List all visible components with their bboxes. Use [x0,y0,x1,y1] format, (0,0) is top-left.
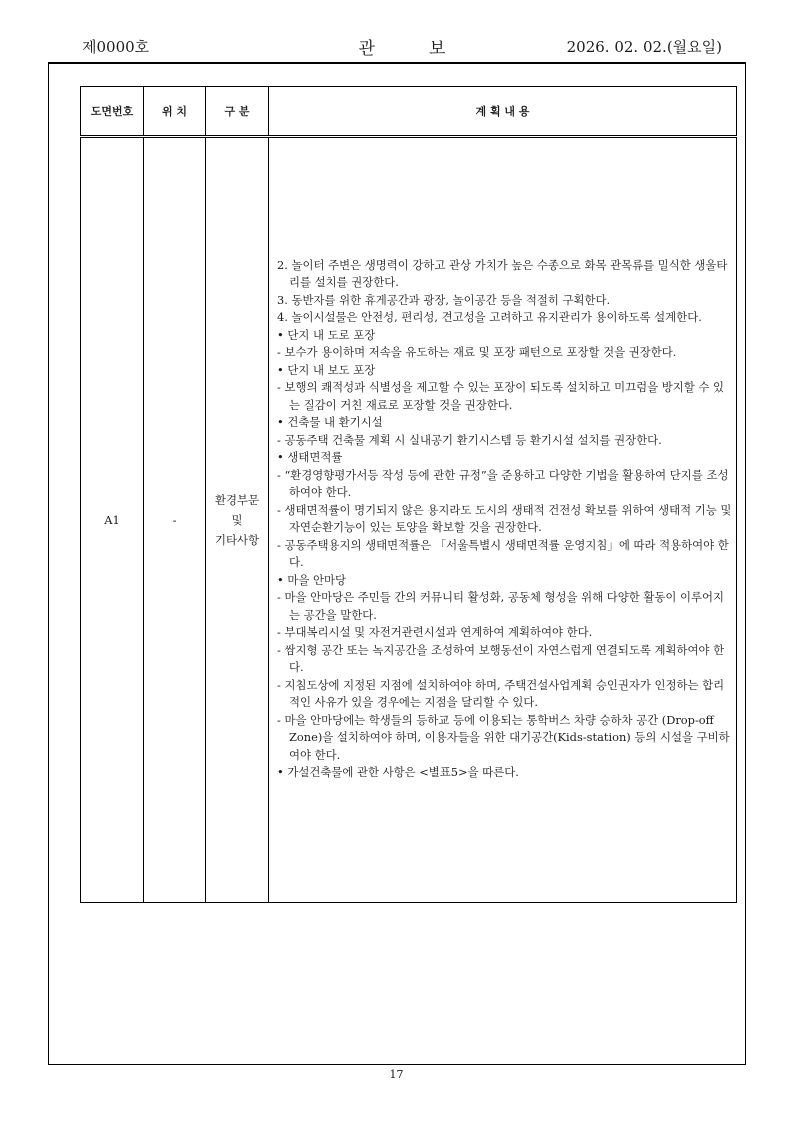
list-item: - 마을 안마당에는 학생들의 등하교 등에 이용되는 통학버스 차량 승하차 공간 (Drop-off Zone)을 설치하여야 하며, 이용자들을 위한 대기공간(Kids-station) 등의 시설을 구비하여야 한다. [277,712,730,762]
header-rule [48,62,746,64]
list-item: - 지침도상에 지정된 지점에 설치하여야 하며, 주택건설사업계획 승인권자가 인정하는 합리적인 사유가 있을 경우에는 지점을 달리할 수 있다. [277,677,725,709]
section-heading: • 단지 내 도로 포장 [277,327,376,342]
list-item: - 마을 안마당은 주민들 간의 커뮤니티 활성화, 공동체 형성을 위해 다양한 활동이 이루어지는 공간을 말한다. [277,590,725,622]
list-item: 2. 놀이터 주변은 생명력이 강하고 관상 가치가 높은 수종으로 화목 관목류를 밀식한 생울타리를 설치를 권장한다. [277,257,728,289]
issue-number: 제0000호 [82,38,150,56]
gazette-title: 관 보 [358,39,446,59]
category-line: 및 [231,513,243,527]
plan-content-cell [269,137,737,903]
list-item: 3. 동반자를 위한 휴게공간과 광장, 놀이공간 등을 적절히 구획한다. [277,292,611,307]
list-item: - “환경영향평가서등 작성 등에 관한 규정”을 준용하고 다양한 기법을 활용하여 단지를 조성하여야 한다. [277,467,729,499]
drawing-number-cell: A1 [81,137,144,903]
plan-items-list [277,257,732,782]
list-item: - 공동주택용지의 생태면적률은 「서울특별시 생태면적률 운영지침」에 따라 적용하여야 한다. [277,537,729,569]
col-category: 구 분 [206,87,269,137]
list-item: - 부대복리시설 및 자전거관련시설과 연계하여 계획하여야 한다. [277,625,593,639]
issue-date: 2026. 02. 02.(월요일) [566,38,722,56]
list-item: 4. 놀이시설물은 안전성, 편리성, 견고성을 고려하고 유지관리가 용이하도록 설계한다. [277,310,702,324]
location-cell: - [144,137,206,903]
list-item: - 생태면적률이 명기되지 않은 용지라도 도시의 생태적 건전성 확보를 위하여 생태적 기능 및 자연순환기능이 있는 토양을 확보할 것을 권장한다. [277,502,732,534]
category-line: 환경부문 [214,493,259,507]
category-line: 기타사항 [214,533,259,547]
col-location: 위 치 [144,87,206,137]
table-row [81,137,737,903]
table-header-row [81,87,737,137]
col-plan-content: 계 획 내 용 [269,87,737,137]
list-item: - 공동주택 건축물 계획 시 실내공기 환기시스템 등 환기시설 설치를 권장한다. [277,432,662,447]
col-drawing-number: 도면번호 [81,87,144,137]
section-heading: • 가설건축물에 관한 사항은 <별표5>을 따른다. [277,765,519,779]
list-item: - 보수가 용이하며 저속을 유도하는 재료 및 포장 패턴으로 포장할 것을 권장한다. [277,345,677,359]
section-heading: • 마을 안마당 [277,572,346,587]
section-heading: • 생태면적률 [277,450,343,464]
list-item: - 보행의 쾌적성과 식별성을 제고할 수 있는 포장이 되도록 설치하고 미끄럼을 방지할 수 있는 질감이 거친 재료로 포장할 것을 권장한다. [277,380,725,412]
frame-bottom-border [48,1064,746,1065]
frame-right-border [745,64,746,1065]
plan-table [80,86,737,903]
section-heading: • 건축물 내 환기시설 [277,415,383,429]
section-heading: • 단지 내 보도 포장 [277,362,376,377]
list-item: - 쌈지형 공간 또는 녹지공간을 조성하여 보행동선이 자연스럽게 연결되도록 계획하여야 한다. [277,642,725,674]
page-header [82,36,722,58]
frame-left-border [48,64,49,1065]
page-number: 17 [389,1068,404,1081]
category-cell [206,137,269,903]
